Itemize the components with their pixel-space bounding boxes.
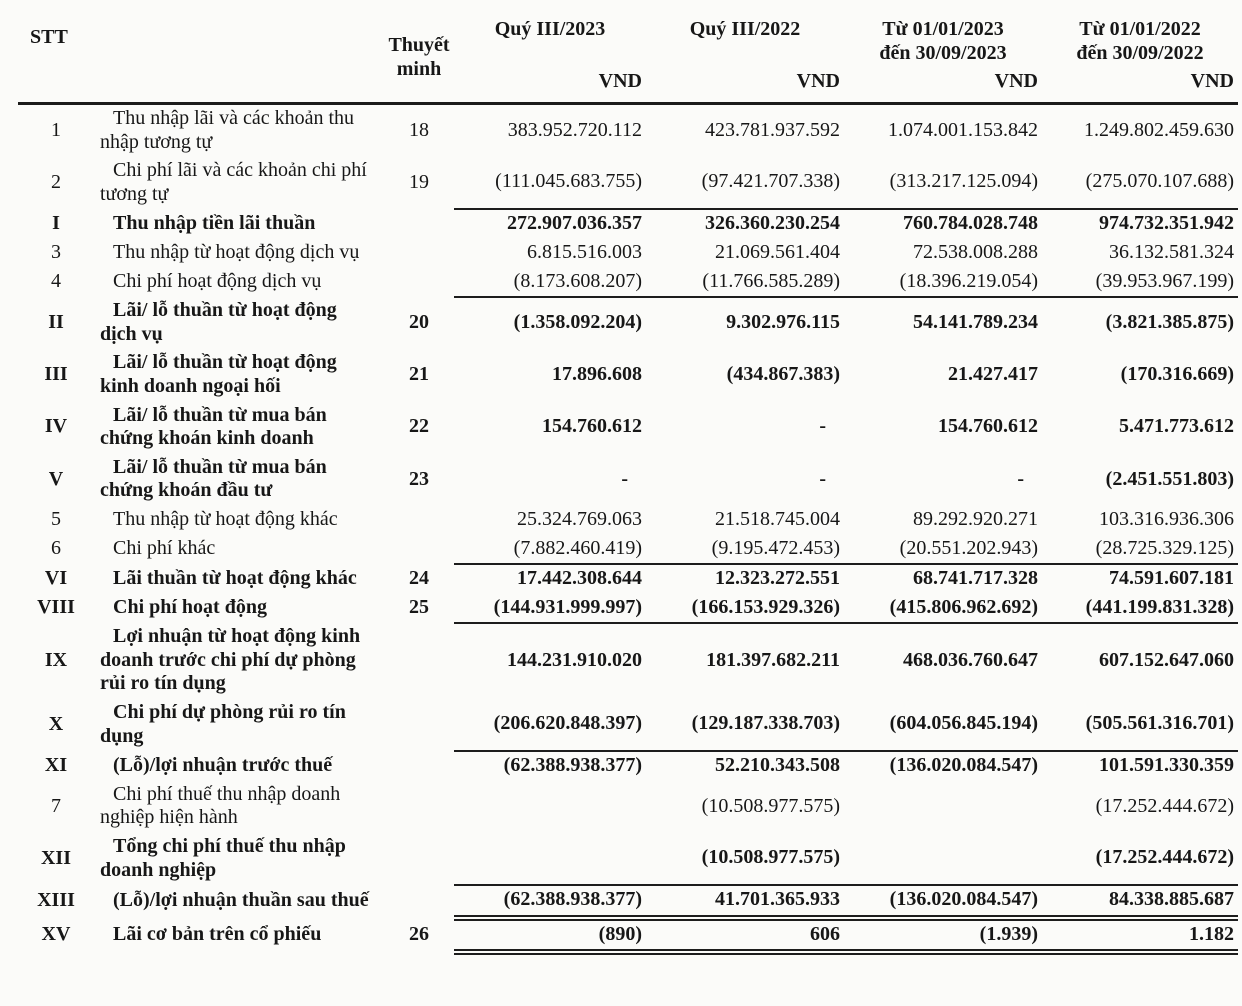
row-value-col2: (10.508.977.575): [701, 794, 840, 817]
row-value-col1: (62.388.938.377): [454, 885, 646, 918]
row-value-col1: 25.324.769.063: [517, 507, 642, 530]
row-value-col4: (505.561.316.701): [1042, 699, 1238, 751]
row-value-col4: 974.732.351.942: [1099, 212, 1234, 235]
row-value-col4: (170.316.669): [1120, 363, 1234, 386]
row-value-col2: (11.766.585.289): [646, 268, 844, 298]
table-row: [18, 454, 1238, 506]
row-value-col1: [454, 781, 646, 833]
row-value-col2: 41.701.365.933: [646, 885, 844, 918]
table-row: [18, 535, 1238, 565]
row-value-col1: 17.442.308.644: [517, 567, 642, 590]
row-label: Lãi/ lỗ thuần từ hoạt động kinh doanh ngoại hối: [100, 351, 337, 397]
row-value-col2: 9.302.976.115: [726, 311, 840, 334]
period-unit: VND: [1190, 70, 1234, 93]
row-value-col2: (166.153.929.326): [646, 594, 844, 624]
header-period-q3-2023: [454, 14, 646, 104]
period-title: Từ 01/01/2023 đến 30/09/2023: [879, 18, 1007, 64]
table-row: [18, 349, 1238, 401]
row-stt: III: [44, 363, 68, 386]
row-value-col4: (17.252.444.672): [1042, 833, 1238, 885]
row-value-col2: (434.867.383): [726, 363, 840, 386]
row-label: (Lỗ)/lợi nhuận thuần sau thuế: [113, 889, 369, 912]
row-note: [384, 833, 454, 885]
period-unit: VND: [796, 70, 840, 93]
row-value-col4: (17.252.444.672): [1095, 794, 1234, 817]
row-value-col1: 272.907.036.357: [507, 212, 642, 235]
row-value-col1: (144.931.999.997): [454, 594, 646, 624]
row-value-col2: 21.518.745.004: [715, 507, 840, 530]
row-value-col2: (9.195.472.453): [646, 535, 844, 565]
header-note: Thuyết minh: [384, 14, 454, 104]
row-label: Thu nhập tiền lãi thuần: [113, 211, 316, 234]
row-label: Chi phí khác: [113, 537, 216, 559]
row-stt: IV: [44, 415, 68, 438]
row-stt: XI: [44, 753, 68, 776]
row-value-col1: (111.045.683.755): [454, 157, 646, 209]
row-label: Thu nhập từ hoạt động khác: [113, 507, 338, 530]
row-value-col1: 17.896.608: [552, 363, 642, 386]
row-label: Chi phí hoạt động: [113, 596, 267, 619]
row-stt: I: [52, 211, 60, 234]
header-period-ytd-2022: [1042, 14, 1238, 104]
row-note: [384, 535, 454, 565]
row-value-col3: 154.760.612: [938, 415, 1038, 438]
row-stt: XIII: [37, 889, 75, 912]
header-stt: STT: [18, 14, 94, 104]
row-value-col1: (206.620.848.397): [454, 699, 646, 751]
row-stt: IX: [44, 648, 68, 671]
row-value-col3: (136.020.084.547): [889, 754, 1038, 777]
row-value-col2: (97.421.707.338): [646, 157, 844, 209]
row-label: Chi phí dự phòng rủi ro tín dụng: [100, 701, 346, 747]
row-note: 23: [409, 467, 429, 490]
row-label: Lãi/ lỗ thuần từ mua bán chứng khoán đầu tư: [100, 455, 327, 502]
row-value-col4: 84.338.885.687: [1042, 885, 1238, 918]
period-block: [646, 14, 844, 94]
row-value-col4: 5.471.773.612: [1119, 415, 1234, 438]
row-stt: 1: [51, 118, 61, 141]
period-title: Quý III/2022: [689, 18, 801, 40]
table-row: [18, 239, 1238, 268]
table-row: [18, 833, 1238, 885]
row-stt: 7: [51, 794, 61, 817]
row-value-col3: 1.074.001.153.842: [888, 118, 1038, 141]
period-block: [1042, 14, 1238, 94]
period-unit: VND: [598, 70, 642, 93]
period-block: [844, 14, 1042, 94]
row-note: 19: [409, 170, 429, 193]
table-row: [18, 268, 1238, 298]
table-row: [18, 781, 1238, 833]
row-value-col3: (604.056.845.194): [844, 699, 1042, 751]
row-value-col4: 103.316.936.306: [1099, 507, 1234, 530]
row-value-col3: (18.396.219.054): [844, 268, 1042, 298]
table-row: [18, 402, 1238, 454]
row-value-col3: 68.741.717.328: [913, 567, 1038, 590]
header-period-ytd-2023: [844, 14, 1042, 104]
period-title: Quý III/2023: [494, 18, 606, 40]
row-stt: 4: [51, 270, 61, 293]
row-note: [384, 268, 454, 298]
table-row: [18, 506, 1238, 535]
row-value-col2: 423.781.937.592: [705, 118, 840, 141]
table-row: [18, 564, 1238, 594]
row-value-col1: 144.231.910.020: [507, 649, 642, 672]
row-stt: VIII: [37, 596, 75, 619]
row-note: [384, 885, 454, 918]
row-value-col3: (1.939): [844, 918, 1042, 953]
row-label: Tổng chi phí thuế thu nhập doanh nghiệp: [100, 835, 346, 881]
row-value-col3: 72.538.008.288: [913, 240, 1038, 263]
row-value-col3: 54.141.789.234: [913, 311, 1038, 334]
row-value-col3: (313.217.125.094): [844, 157, 1042, 209]
row-value-col4: (39.953.967.199): [1042, 268, 1238, 298]
row-value-col2: 326.360.230.254: [705, 212, 840, 235]
row-stt: II: [48, 310, 64, 333]
row-value-col1: (62.388.938.377): [503, 754, 642, 777]
row-value-col3: (136.020.084.547): [844, 885, 1042, 918]
row-note: 21: [409, 363, 429, 386]
row-value-col2: -: [819, 467, 826, 490]
row-value-col3: 760.784.028.748: [903, 212, 1038, 235]
row-value-col3: [844, 833, 1042, 885]
row-value-col1: -: [621, 467, 628, 490]
row-value-col3: 21.427.417: [948, 363, 1038, 386]
row-label: Chi phí lãi và các khoản chi phí tương tự: [100, 159, 367, 205]
row-value-col1: (1.358.092.204): [513, 311, 642, 334]
row-label: Lợi nhuận từ hoạt động kinh doanh trước chi phí dự phòng rủi ro tín dụng: [100, 625, 361, 695]
row-value-col1: (7.882.460.419): [454, 535, 646, 565]
row-note: [384, 506, 454, 535]
row-value-col3: 89.292.920.271: [913, 507, 1038, 530]
row-note: [384, 623, 454, 699]
row-value-col1: 6.815.516.003: [527, 240, 642, 263]
row-stt: XV: [41, 922, 71, 945]
table-row: [18, 209, 1238, 239]
row-value-col1: 383.952.720.112: [507, 118, 642, 141]
table-row: [18, 594, 1238, 624]
table-row: [18, 157, 1238, 209]
row-value-col2: 606: [646, 918, 844, 953]
row-value-col4: (441.199.831.328): [1042, 594, 1238, 624]
table-row: [18, 918, 1238, 953]
row-value-col1: (8.173.608.207): [454, 268, 646, 298]
table-row: [18, 623, 1238, 699]
row-label: Chi phí thuế thu nhập doanh nghiệp hiện hành: [100, 782, 341, 829]
row-label: Lãi/ lỗ thuần từ mua bán chứng khoán kinh doanh: [100, 403, 327, 450]
row-value-col3: [844, 781, 1042, 833]
row-value-col3: (20.551.202.943): [844, 535, 1042, 565]
table-row: [18, 104, 1238, 158]
row-value-col3: 468.036.760.647: [903, 649, 1038, 672]
row-stt: 3: [51, 240, 61, 263]
row-value-col2: 181.397.682.211: [706, 649, 840, 672]
row-label: Lãi cơ bản trên cổ phiếu: [113, 922, 322, 945]
period-block: [454, 14, 646, 94]
row-value-col1: [454, 833, 646, 885]
row-label: Thu nhập từ hoạt động dịch vụ: [113, 240, 360, 263]
row-note: 22: [409, 415, 429, 438]
row-value-col2: 21.069.561.404: [715, 240, 840, 263]
row-value-col4: (28.725.329.125): [1042, 535, 1238, 565]
row-note: 20: [409, 310, 429, 333]
row-note: [384, 781, 454, 833]
row-value-col1: (890): [454, 918, 646, 953]
row-value-col4: (3.821.385.875): [1105, 311, 1234, 334]
row-stt: XII: [40, 846, 71, 869]
row-label: Chi phí hoạt động dịch vụ: [113, 270, 322, 293]
row-value-col4: 1.249.802.459.630: [1084, 118, 1234, 141]
row-value-col4: (2.451.551.803): [1105, 467, 1234, 490]
row-value-col4: 1.182: [1042, 918, 1238, 953]
row-note: [384, 699, 454, 751]
row-note: 26: [409, 922, 429, 945]
row-note: 18: [409, 118, 429, 141]
table-row: [18, 699, 1238, 751]
table-row: [18, 885, 1238, 918]
row-label: Lãi thuần từ hoạt động khác: [113, 566, 357, 589]
row-value-col2: (129.187.338.703): [646, 699, 844, 751]
row-label: (Lỗ)/lợi nhuận trước thuế: [113, 753, 333, 776]
header-item: [94, 14, 384, 104]
table-row: [18, 297, 1238, 349]
period-title: Từ 01/01/2022 đến 30/09/2022: [1076, 18, 1204, 64]
row-label: Lãi/ lỗ thuần từ hoạt động dịch vụ: [100, 299, 337, 345]
row-value-col4: 36.132.581.324: [1109, 240, 1234, 263]
row-stt: 2: [51, 170, 61, 193]
table-body: [18, 104, 1238, 953]
row-value-col1: 154.760.612: [542, 415, 642, 438]
row-note: 24: [409, 566, 429, 589]
row-value-col2: (10.508.977.575): [646, 833, 844, 885]
period-unit: VND: [994, 70, 1038, 93]
row-label: Thu nhập lãi và các khoản thu nhập tương tự: [100, 107, 355, 153]
header-period-q3-2022: [646, 14, 844, 104]
row-stt: 5: [51, 507, 61, 530]
row-note: [384, 751, 454, 781]
row-value-col3: -: [1017, 467, 1024, 490]
row-value-col2: 52.210.343.508: [715, 754, 840, 777]
row-value-col4: 607.152.647.060: [1099, 649, 1234, 672]
table-row: [18, 751, 1238, 781]
row-value-col4: (275.070.107.688): [1042, 157, 1238, 209]
row-stt: X: [48, 712, 64, 735]
row-stt: VI: [44, 566, 68, 589]
row-note: [384, 209, 454, 239]
row-stt: V: [48, 467, 64, 490]
income-statement-table: [18, 14, 1238, 955]
row-value-col2: 12.323.272.551: [715, 567, 840, 590]
header-row: [18, 14, 1238, 104]
row-note: [384, 239, 454, 268]
row-stt: 6: [51, 537, 61, 559]
table-header: [18, 14, 1238, 104]
row-note: 25: [409, 596, 429, 619]
row-value-col3: (415.806.962.692): [844, 594, 1042, 624]
row-value-col4: 74.591.607.181: [1109, 567, 1234, 590]
row-value-col2: -: [819, 415, 826, 438]
row-value-col4: 101.591.330.359: [1099, 754, 1234, 777]
